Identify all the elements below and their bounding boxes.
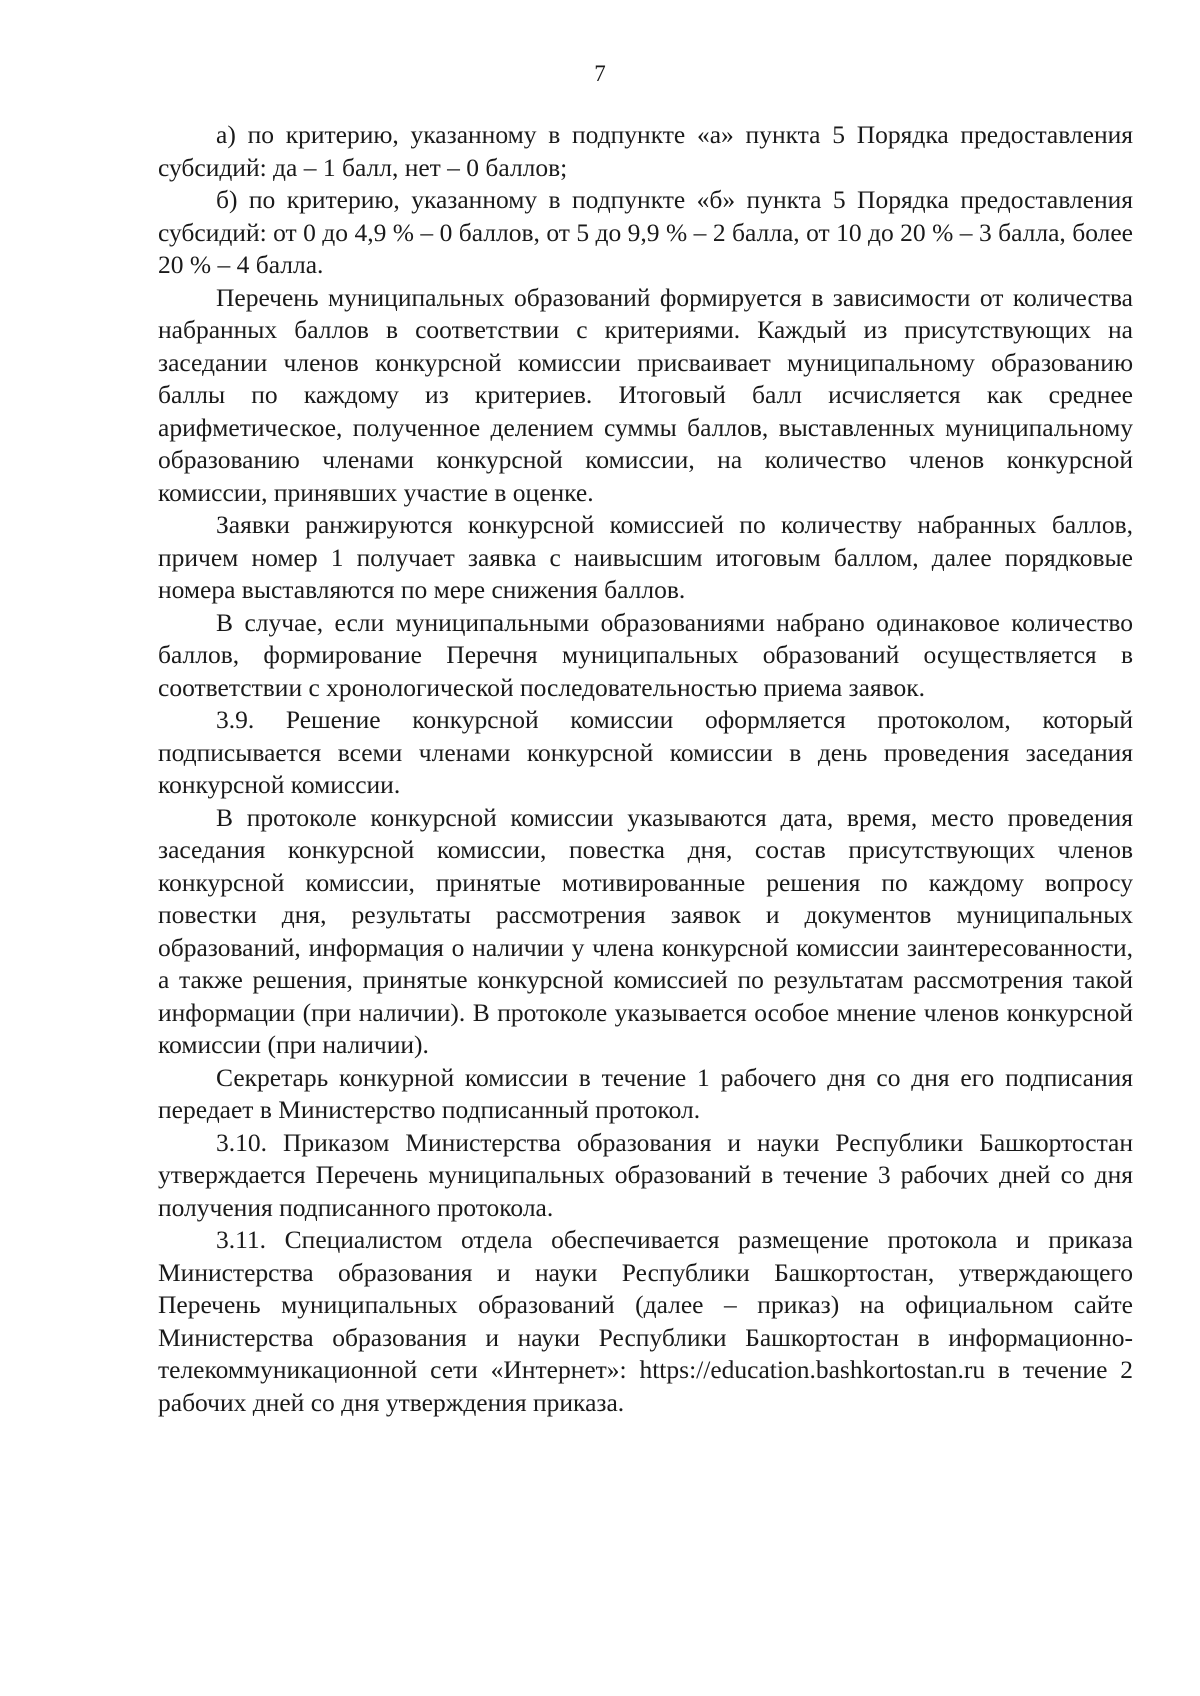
paragraph-section-3-10: 3.10. Приказом Министерства образования и науки Республики Башкортостан утверждается Перечень муниципальных образований в течение 3 рабочих дней со дня получения подписанного протокола. — [158, 1127, 1133, 1222]
document-body — [158, 119, 1133, 1419]
paragraph-equal-score: В случае, если муниципальными образованиями набрано одинаковое количество баллов, формирование Перечня муниципальных образований осуществляется в соответствии с хронологической последовательностью приема заявок. — [158, 607, 1133, 702]
paragraph-section-3-9: 3.9. Решение конкурсной комиссии оформляется протоколом, который подписывается всеми членами конкурсной комиссии в день проведения заседания конкурсной комиссии. — [158, 705, 1133, 799]
paragraph-section-3-11: 3.11. Специалистом отдела обеспечивается размещение протокола и приказа Министерства образования и науки Республики Башкортостан, утверждающего Перечень муниципальных образований (далее – приказ) на официальном сайте Министерства образования и науки Республики Башкортостан в информационно-телекоммуникационной сети «Интернет»: https://education.bashkortostan.ru в течение 2 рабочих дней со дня утверждения приказа. — [158, 1225, 1133, 1417]
paragraph-ranking: Заявки ранжируются конкурсной комиссией по количеству набранных баллов, причем номер 1 получает заявка с наивысшим итоговым баллом, далее порядковые номера выставляются по мере снижения баллов. — [158, 510, 1133, 604]
paragraph-secretary: Секретарь конкурной комиссии в течение 1 рабочего дня со дня его подписания передает в Министерство подписанный протокол. — [158, 1062, 1133, 1124]
paragraph-list-formation: Перечень муниципальных образований формируется в зависимости от количества набранных баллов в соответствии с критериями. Каждый из присутствующих на заседании членов конкурсной комиссии присваивает муниципальному образованию баллы по каждому из критериев. Итоговый балл исчисляется как среднее арифметическое, полученное делением суммы баллов, выставленных муниципальному образованию членами конкурсной комиссии, на количество членов конкурсной комиссии, принявших участие в оценке. — [158, 282, 1133, 507]
paragraph-criterion-a: а) по критерию, указанному в подпункте «а» пункта 5 Порядка предоставления субсидий: да – 1 балл, нет – 0 баллов; — [158, 120, 1133, 182]
paragraph-criterion-b: б) по критерию, указанному в подпункте «б» пункта 5 Порядка предоставления субсидий: от 0 до 4,9 % – 0 баллов, от 5 до 9,9 % – 2 балла, от 10 до 20 % – 3 балла, более 20 % – 4 балла. — [158, 185, 1133, 279]
page-number: 7 — [594, 61, 606, 86]
paragraph-protocol-contents: В протоколе конкурсной комиссии указываются дата, время, место проведения заседания конкурсной комиссии, повестка дня, состав присутствующих членов конкурсной комиссии, принятые мотивированные решения по каждому вопросу повестки дня, результаты рассмотрения заявок и документов муниципальных образований, информация о наличии у члена конкурсной комиссии заинтересованности, а также решения, принятые конкурсной комиссией по результатам рассмотрения такой информации (при наличии). В протоколе указывается особое мнение членов конкурсной комиссии (при наличии). — [158, 802, 1133, 1059]
